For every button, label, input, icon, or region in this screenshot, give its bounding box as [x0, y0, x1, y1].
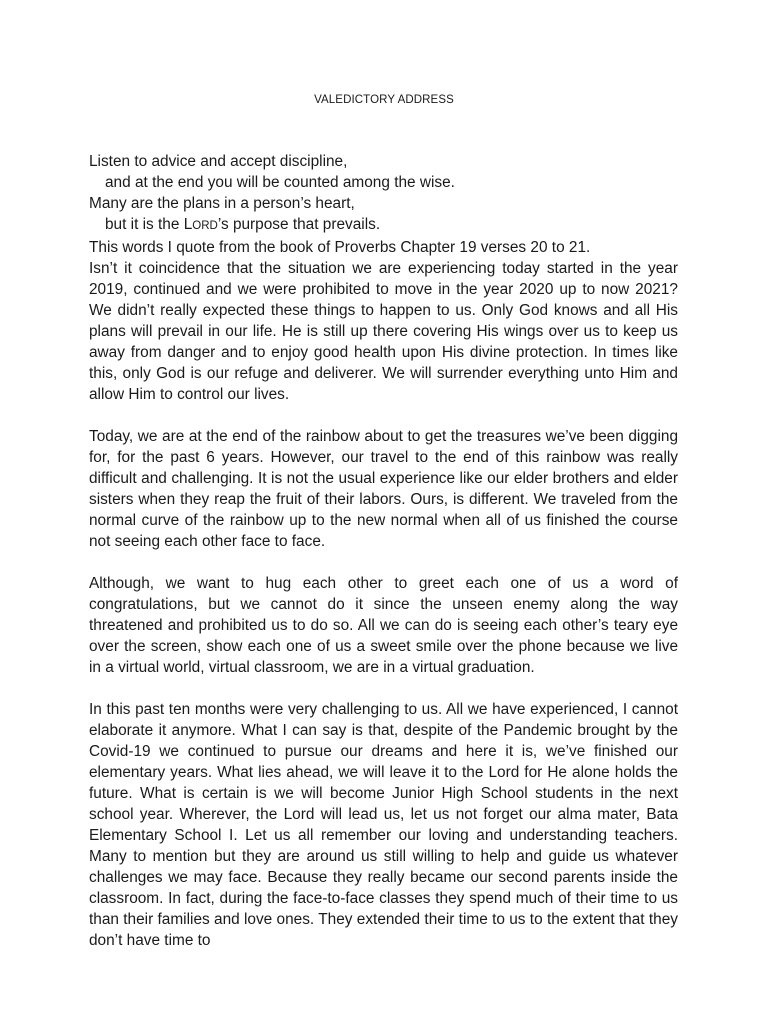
document-body	[89, 151, 678, 951]
paragraph-1: Isn’t it coincidence that the situation we are experiencing today started in the year 2019, continued and we were prohibited to move in the year 2020 up to now 2021? We didn’t really expected these things to happen to us. Only God knows and all His plans will prevail in our life. He is still up there covering His wings over us to keep us away from danger and to enjoy good health upon His divine protection. In times like this, only God is our refuge and deliverer. We will surrender everything unto Him and allow Him to control our lives.	[89, 260, 678, 403]
verse-line-4-start: but it is the L	[105, 216, 193, 233]
verse-line-2: and at the end you will be counted among the wise.	[105, 174, 455, 191]
intro-line: This words I quote from the book of Proverbs Chapter 19 verses 20 to 21.	[89, 239, 591, 256]
verse-line-1: Listen to advice and accept discipline,	[89, 153, 348, 170]
verse-line-4-end: ’s purpose that prevails.	[217, 216, 381, 233]
verse-line-4-smallcaps: ORD	[192, 220, 218, 232]
document-title: VALEDICTORY ADDRESS	[314, 94, 454, 106]
verse-line-4	[89, 214, 678, 237]
verse-line-3: Many are the plans in a person’s heart,	[89, 195, 355, 212]
paragraph-2: Today, we are at the end of the rainbow about to get the treasures we’ve been digging for, for the past 6 years. However, our travel to the end of this rainbow was really difficult and challenging. It is not the usual experience like our elder brothers and elder sisters when they reap the fruit of their labors. Ours, is different. We traveled from the normal curve of the rainbow up to the new normal when all of us finished the course not seeing each other face to face.	[89, 428, 678, 550]
paragraph-4: In this past ten months were very challenging to us. All we have experienced, I cannot elaborate it anymore. What I can say is that, despite of the Pandemic brought by the Covid-19 we continued to pursue our dreams and here it is, we’ve finished our elementary years. What lies ahead, we will leave it to the Lord for He alone holds the future. What is certain is we will become Junior High School students in the next school year. Wherever, the Lord will lead us, let us not forget our alma mater, Bata Elementary School I. Let us all remember our loving and understanding teachers. Many to mention but they are around us still willing to help and guide us whatever challenges we may face. Because they really became our second parents inside the classroom. In fact, during the face-to-face classes they spend much of their time to us than their families and love ones. They extended their time to us to the extent that they don’t have time to	[89, 701, 678, 949]
paragraph-3: Although, we want to hug each other to greet each one of us a word of congratulations, but we cannot do it since the unseen enemy along the way threatened and prohibited us to do so. All we can do is seeing each other’s teary eye over the screen, show each one of us a sweet smile over the phone because we live in a virtual world, virtual classroom, we are in a virtual graduation.	[89, 575, 678, 676]
